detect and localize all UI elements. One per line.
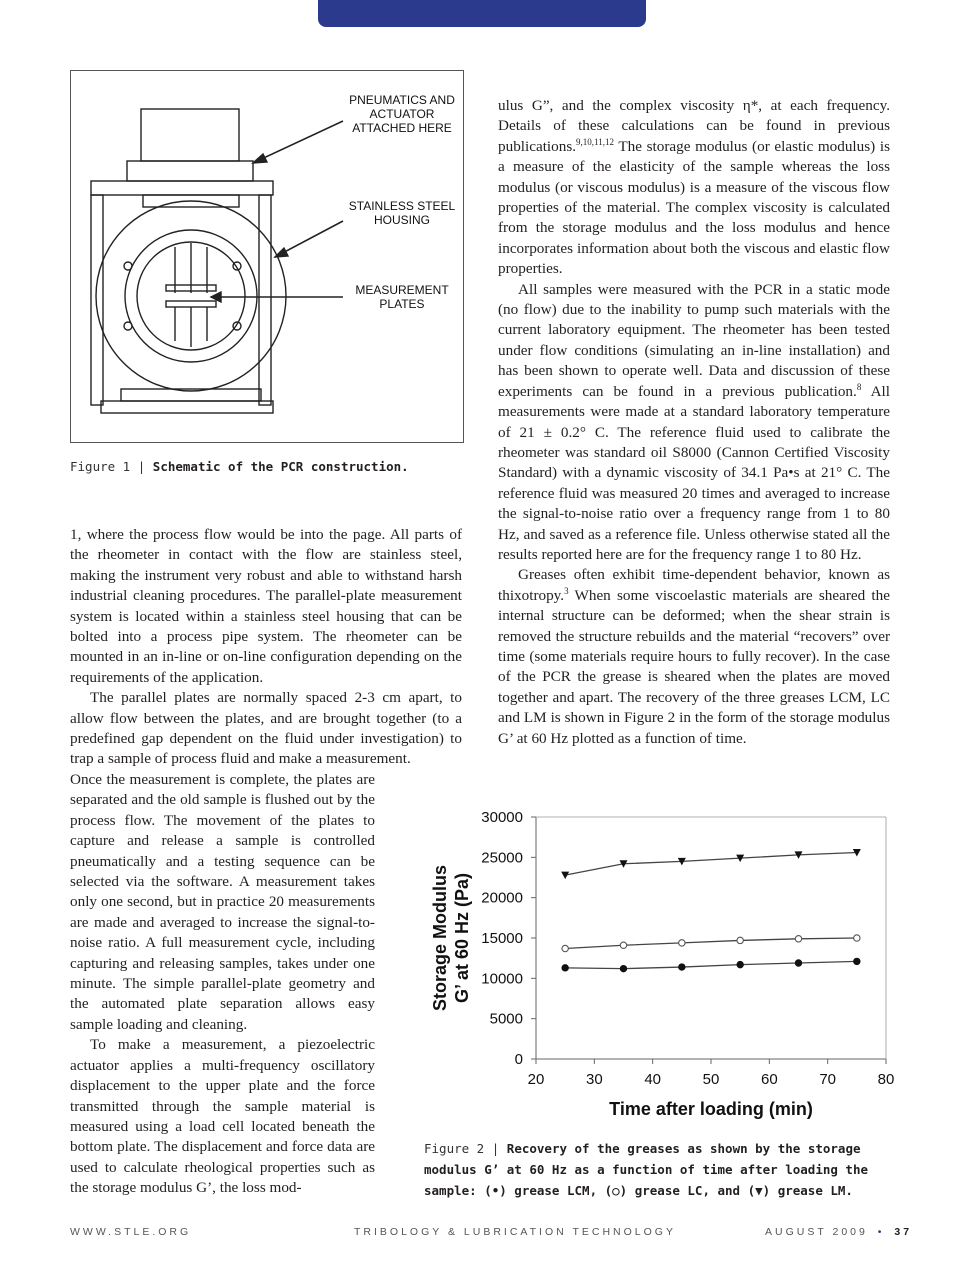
footer-date: AUGUST 2009 (765, 1226, 868, 1238)
y-tick-label: 10000 (481, 970, 523, 988)
left-column-bottom (70, 770, 375, 1199)
figure-1-label: Figure 1 | (70, 459, 146, 474)
footer-journal: TRIBOLOGY & LUBRICATION TECHNOLOGY (354, 1226, 676, 1238)
y-tick-label: 5000 (489, 1010, 523, 1028)
right-paragraph-3: Greases often exhibit time-dependent behavior, known as thixotropy.$^3$ When some viscoelastic materials are sheared the internal structure can be deformed; when the shear strain is removed the structure rebuilds and the material “recovers” over time (some materials require hours to fully recover). In the case of the PCR the grease is sheared when the plates are moved together and apart. The recovery of the three greases LCM, LC and LM is shown in Figure 2 in the form of the storage modulus G’ at 60 Hz plotted as a function of time. (498, 566, 890, 747)
data-point-LCM (679, 964, 685, 970)
right-paragraph-2: All samples were measured with the PCR in a static mode (no flow) due to the inability to pump such materials with the current laboratory equipment. The rheometer has been tested under flow conditions (simulating an in-line installation) and has been shown to operate well. Data and discussion of these experiments can be found in a previous publication.$^8$ All measurements were made at a standard laboratory temperature of 21 ± 0.2° C. The reference fluid used to calibrate the rheometer was standard oil S8000 (Cannon Certified Viscosity Standard) with a dynamic viscosity of 34.1 Pa•s at 21° C. The reference fluid was measured 20 times and averaged to increase the signal-to-noise ratio over a frequency range from 1 to 80 Hz, and saved as a reference file. Unless otherwise stated all the results reported here are for the frequency range 1 to 80 Hz. (498, 280, 890, 563)
data-point-LCM (795, 960, 801, 966)
chart-svg (420, 790, 910, 1130)
x-tick-label: 30 (585, 1071, 603, 1088)
figure-1-caption-text: Schematic of the PCR construction. (152, 459, 409, 474)
y-tick-label: 15000 (481, 930, 523, 947)
data-point-LCM (854, 958, 860, 964)
x-tick-label: 60 (760, 1071, 778, 1088)
data-point-LC (679, 940, 685, 946)
x-axis-label: Time after loading (min) (609, 1099, 813, 1119)
figure-2-label: Figure 2 | (424, 1141, 500, 1156)
footer-website: WWW.STLE.ORG (70, 1226, 192, 1238)
callout-plates: MEASUREMENT PLATES (355, 283, 449, 311)
citation-3: 3 (564, 585, 569, 596)
y-tick-label: 0 (514, 1051, 523, 1068)
data-point-LM (561, 872, 569, 880)
x-tick-label: 40 (644, 1071, 662, 1088)
figure-2-caption-text: Recovery of the greases as shown by the storage modulus G’ at 60 Hz as a function of time after loading the sample: (•) grease LCM, (○) grease LC, and (▼) grease LM. (424, 1141, 869, 1198)
series-line-LM (565, 852, 857, 875)
y-axis-label-line-1: Storage Modulus (430, 864, 450, 1012)
left-paragraph-1: 1, where the process flow would be into the page. All parts of the rheometer in contact with the flow are stainless steel, making the instrument very robust and able to withstand harsh industrial cleaning procedures. The parallel-plate measurement system is located within a stainless steel housing that can be bolted into a process pipe system. The rheometer can be mounted in an in-line or on-line configuration depending on the requirements of the application. (70, 526, 462, 686)
header-tab (318, 0, 646, 27)
callout-housing: STAINLESS STEEL HOUSING (348, 199, 456, 227)
data-point-LC (854, 935, 860, 941)
left-column-top (70, 525, 462, 770)
callout-pneumatics: PNEUMATICS AND ACTUATOR ATTACHED HERE (349, 93, 455, 135)
data-point-LC (562, 945, 568, 951)
citation-8: 8 (856, 381, 862, 392)
citation-9-12: 9,10,11,12 (576, 136, 614, 147)
footer-right (765, 1226, 912, 1238)
x-tick-label: 80 (877, 1071, 895, 1088)
series-line-LCM (565, 961, 857, 968)
left-paragraph-2b: Once the measurement is complete, the plates are separated and the old sample is flushed out by the process flow. The movement of the plates to capture and release a sample is controlled pneumatically and a testing sequence can be selected via the software. A measurement takes only one second, but in practice 20 measurements are made and averaged to increase the signal-to-noise ratio. A full measurement cycle, including capturing and releasing samples, takes under one minute. The simple parallel-plate geometry and the automated plate separation allows easy sample loading and cleaning. (70, 771, 375, 1033)
data-point-LC (795, 936, 801, 942)
figure-1-schematic (70, 70, 464, 443)
data-point-LCM (562, 965, 568, 971)
figure-2-caption (424, 1138, 886, 1201)
data-point-LC (620, 942, 626, 948)
data-point-LCM (620, 965, 626, 971)
figure-2-chart (420, 790, 910, 1130)
x-tick-label: 70 (819, 1071, 837, 1088)
x-tick-label: 20 (527, 1071, 545, 1088)
right-paragraph-1: ulus G”, and the complex viscosity η*, at each frequency. Details of these calculations can be found in previous publications.$^{9,10,11,12}$ The storage modulus (or elastic modulus) is a measure of the elasticity of the sample whereas the loss modulus (or viscous modulus) is a measure of the viscous flow properties of the material. The complex viscosity is calculated from the storage modulus and the loss modulus and hence incorporates information about both the viscous and elastic flow properties. (498, 97, 890, 278)
y-tick-label: 20000 (481, 889, 523, 907)
y-tick-label: 30000 (481, 809, 523, 826)
footer-bullet: • (877, 1226, 885, 1238)
left-paragraph-2a: The parallel plates are normally spaced 2-3 cm apart, to allow flow between the plates, and are brought together (to a predefined gap dependent on the fluid under investigation) to trap a sample of process fluid and make a measurement. (70, 689, 462, 768)
data-point-LCM (737, 961, 743, 967)
left-paragraph-3: To make a measurement, a piezoelectric actuator applies a multi-frequency oscillatory displacement to the upper plate and the force transmitted through the sample material is measured using a load cell located beneath the bottom plate. The displacement and force data are used to calculate rheological properties such as the storage modulus G’, the loss mod- (70, 1036, 375, 1197)
actuator-flange (127, 161, 253, 181)
y-axis-label-line-2: G’ at 60 Hz (Pa) (452, 872, 472, 1004)
series-line-LC (565, 938, 857, 948)
figure-1-caption (70, 456, 464, 477)
data-point-LC (737, 937, 743, 943)
top-flange (91, 181, 273, 195)
x-tick-label: 50 (702, 1071, 720, 1088)
page-number: 37 (894, 1226, 913, 1238)
lower-plate (166, 301, 216, 307)
y-tick-label: 25000 (481, 849, 523, 867)
actuator-block (141, 109, 239, 161)
right-column (498, 96, 890, 749)
